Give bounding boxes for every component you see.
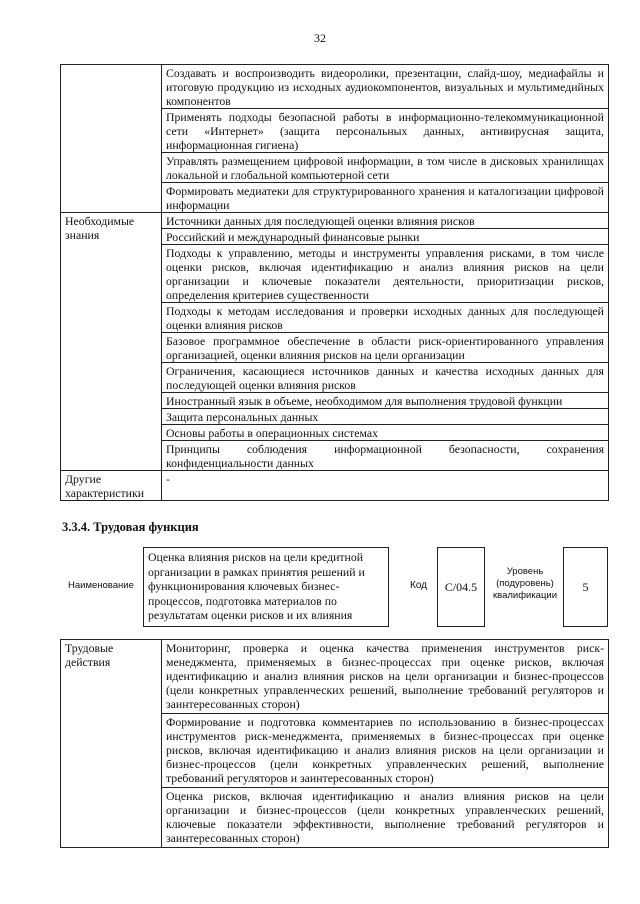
knowledge-item: Иностранный язык в объеме, необходимом для выполнения трудовой функции (162, 393, 609, 409)
action-item: Формирование и подготовка комментариев по использованию в бизнес-процессах инструментов риск-менеджмента, применяемых в бизнес-процессах при оценке рисков, включая идентификацию и анализ влияния рисков на цели организации и бизнес-процессов (цели конкретных управленческих решений, выполнение требований регуляторов и заинтересованных сторон) (162, 714, 609, 788)
section-title: 3.3.4. Трудовая функция (62, 520, 199, 534)
code-box (437, 547, 485, 627)
table-row (61, 213, 609, 229)
level-label: Уровень (подуровень) квалификации (492, 566, 558, 601)
table-row (61, 65, 609, 109)
knowledge-label: Необходимые знания (61, 213, 162, 471)
labor-actions-table (60, 639, 609, 848)
knowledge-item: Базовое программное обеспечение в области риск-ориентированного управления организацией, оценки влияния рисков на цели организации (162, 333, 609, 363)
code-label: Код (410, 580, 428, 591)
function-name-value: Оценка влияния рисков на цели кредитной организации в рамках принятия решений и функционирования ключевых бизнес-процессов, подготовка материалов по результатам оценки рисков и их влияния (148, 550, 365, 623)
skill-item: Применять подходы безопасной работы в информационно-телекоммуникационной сети «Интернет» (защита персональных данных, антивирусная защита, информационная гигиена) (162, 109, 609, 153)
other-label: Другие характеристики (61, 471, 162, 501)
knowledge-item: Ограничения, касающиеся источников данных и качества исходных данных для последующей оценки влияния рисков (162, 363, 609, 393)
action-item: Оценка рисков, включая идентификацию и анализ влияния рисков на цели организации и бизнес-процессов (цели конкретных управленческих решений, ключевые показатели эффективности, выполнение требований регуляторов и заинтересованных сторон) (162, 788, 609, 848)
name-label: Наименование (68, 580, 134, 591)
table-row (61, 471, 609, 501)
knowledge-item: Основы работы в операционных системах (162, 425, 609, 441)
level-value: 5 (582, 579, 589, 594)
skill-item: Создавать и воспроизводить видеоролики, презентации, слайд-шоу, медиафайлы и итоговую продукцию из исходных аудиокомпонентов, визуальных и мультимедийных компонентов (162, 65, 609, 109)
knowledge-item: Принципы соблюдения информационной безопасности, сохранения конфиденциальности данных (162, 441, 609, 471)
skills-knowledge-table (60, 64, 609, 501)
knowledge-item: Защита персональных данных (162, 409, 609, 425)
table-row (61, 640, 609, 714)
level-box (563, 547, 608, 627)
code-value: C/04.5 (444, 579, 478, 594)
action-item: Мониторинг, проверка и оценка качества применения инструментов риск-менеджмента, применяемых в бизнес-процессах при оценке рисков, включая идентификацию и анализ влияния рисков на цели организации и бизнес-процессов (цели конкретных управленческих решений, выполнение требований регуляторов и заинтересованных сторон) (162, 640, 609, 714)
skill-item: Формировать медиатеки для структурированного хранения и каталогизации цифровой информации (162, 183, 609, 213)
knowledge-item: Источники данных для последующей оценки влияния рисков (162, 213, 609, 229)
page-number: 32 (314, 31, 326, 45)
knowledge-item: Российский и международный финансовые рынки (162, 229, 609, 245)
actions-label: Трудовые действия (61, 640, 162, 848)
other-value: - (162, 471, 609, 501)
function-name-box (143, 547, 389, 627)
knowledge-item: Подходы к управлению, методы и инструменты управления рисками, в том числе оценки рисков, включая идентификацию и анализ влияния рисков на цели организации и ключевые показатели деятельности, приоритизации рисков, определения критериев существенности (162, 245, 609, 303)
knowledge-item: Подходы к методам исследования и проверки исходных данных для последующей оценки влияния рисков (162, 303, 609, 333)
row-label-empty (61, 65, 162, 213)
skill-item: Управлять размещением цифровой информации, в том числе в дисковых хранилищах локальной и глобальной компьютерной сети (162, 153, 609, 183)
